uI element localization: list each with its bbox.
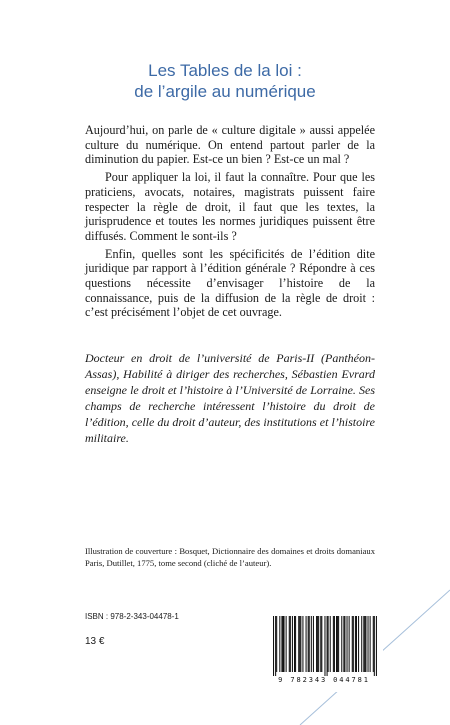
barcode-bar <box>309 616 310 672</box>
barcode-bar <box>352 616 353 672</box>
book-title <box>0 60 450 102</box>
blurb-paragraph-2: Pour appliquer la loi, il faut la connaître. Pour que les praticiens, avocats, notaires, magistrats puissent faire respecter la règle de droit, il faut que les textes, la jurisprudence et toutes les normes juridiques puissent être diffusés. Comment le sont-ils ? <box>85 170 375 243</box>
barcode-bar <box>327 616 328 676</box>
barcode-bar <box>337 616 338 672</box>
barcode-bar <box>358 616 359 672</box>
blurb <box>85 123 375 320</box>
barcode-bar <box>281 616 282 672</box>
barcode-bar <box>286 616 287 672</box>
barcode-bar <box>284 616 285 672</box>
barcode-bar <box>365 616 366 672</box>
isbn: ISBN : 978-2-343-04478-1 <box>85 612 179 621</box>
barcode-bar <box>302 616 303 672</box>
title-line-2: de l’argile au numérique <box>134 82 316 101</box>
barcode-bar <box>320 616 321 672</box>
barcode-bar <box>355 616 356 672</box>
barcode-bar <box>316 616 317 672</box>
barcode-bar <box>364 616 365 672</box>
author-bio: Docteur en droit de l’université de Paris-II (Panthéon-Assas), Habilité à diriger des recherches, Sébastien Evrard enseigne le droit et l’histoire à l’Université de Lorraine. Ses champs de recherche intéressent l’histoire du droit de l’édition, celle du droit d’auteur, des institutions et l’histoire militaire. <box>85 351 375 445</box>
barcode-bar <box>330 616 331 672</box>
barcode-bar <box>334 616 335 672</box>
barcode-bar <box>374 616 375 676</box>
barcode-bar <box>273 616 274 676</box>
barcode-bar <box>338 616 339 672</box>
blurb-paragraph-3: Enfin, quelles sont les spécificités de l’édition dite juridique par rapport à l’édition générale ? Répondre à ces questions nécessite d’envisager l’histoire de la connaissance, puis de la diffusion de la règle de droit : c’est précisément l’objet de cet ouvrage. <box>85 246 375 320</box>
barcode-bar <box>370 616 371 672</box>
barcode-bar <box>328 616 329 672</box>
barcode-bar <box>341 616 342 672</box>
barcode-bar <box>300 616 301 672</box>
barcode-bar <box>299 616 300 672</box>
barcode-bar <box>324 616 325 676</box>
barcode-bar <box>318 616 319 672</box>
barcode-bar <box>349 616 350 672</box>
barcode-bar <box>313 616 314 672</box>
barcode-bars <box>265 614 383 676</box>
barcode-bar <box>311 616 312 672</box>
barcode-bar <box>321 616 322 672</box>
barcode-bar <box>373 616 374 672</box>
barcode-bar <box>336 616 337 672</box>
barcode-bar <box>344 616 345 672</box>
barcode-bar <box>290 616 291 672</box>
barcode-bar <box>353 616 354 672</box>
barcode-bar <box>294 616 295 672</box>
barcode-bar <box>361 616 362 672</box>
barcode-bar <box>343 616 344 672</box>
barcode-bar <box>347 616 348 672</box>
barcode-bar <box>306 616 307 672</box>
blurb-paragraph-1: Aujourd’hui, on parle de « culture digitale » aussi appelée culture du numérique. On entend partout parler de la diminution du papier. Est-ce un bien ? Est-ce un mal ? <box>85 123 375 167</box>
cover-illustration-credit: Illustration de couverture : Bosquet, Dictionnaire des domaines et droits domaniaux Paris, Dutillet, 1775, tome second (cliché de l’auteur). <box>85 546 375 568</box>
barcode-bar <box>333 616 334 672</box>
barcode-bar <box>356 616 357 672</box>
price: 13 € <box>85 636 105 647</box>
barcode-bar <box>289 616 290 672</box>
barcode-bar <box>376 616 377 676</box>
barcode-bar <box>295 616 296 672</box>
barcode-bar <box>292 616 293 672</box>
barcode-bar <box>279 616 280 672</box>
barcode-bar <box>317 616 318 672</box>
barcode-bar <box>276 616 277 672</box>
barcode-bar <box>308 616 309 672</box>
barcode-bar <box>282 616 283 672</box>
barcode <box>265 614 383 692</box>
barcode-bar <box>363 616 364 672</box>
barcode-bar <box>275 616 276 676</box>
barcode-digits: 9 782343 044781 <box>278 676 370 684</box>
title-line-1: Les Tables de la loi : <box>148 61 302 80</box>
barcode-bar <box>298 616 299 672</box>
barcode-bar <box>368 616 369 672</box>
